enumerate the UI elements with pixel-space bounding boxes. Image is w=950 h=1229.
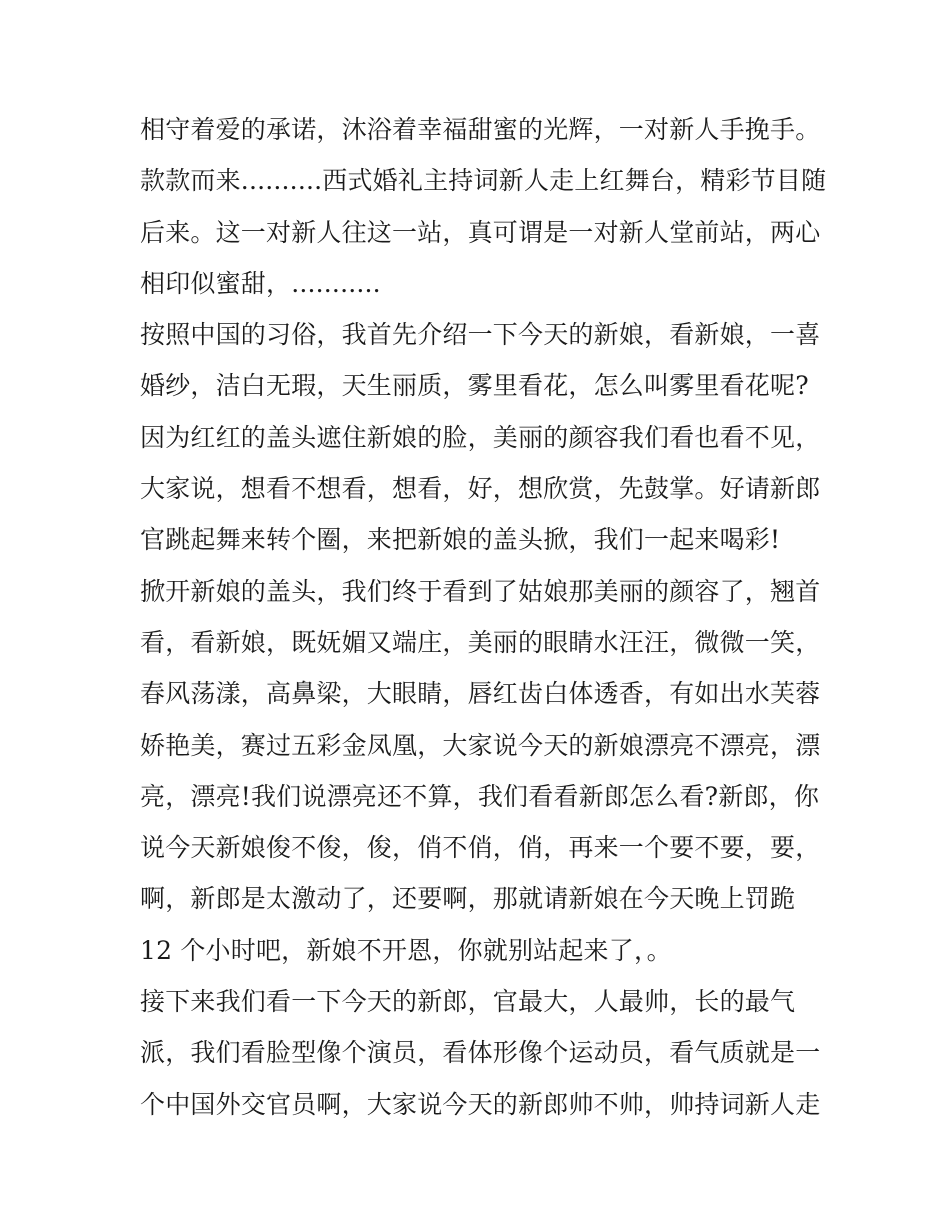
text-line: 12 个小时吧，新娘不开恩，你就别站起来了，。 [140,935,672,965]
text-line: 看，看新娘，既妩媚又端庄，美丽的眼睛水汪汪，微微一笑， [140,627,821,657]
text-line: 因为红红的盖头遮住新娘的脸，美丽的颜容我们看也看不见， [140,422,821,452]
text-line: 款款而来..........西式婚礼主持词新人走上红舞台，精彩节目随 [140,166,827,196]
text-line: 春风荡漾，高鼻梁，大眼睛，唇红齿白体透香，有如出水芙蓉 [140,679,821,709]
text-line: 官跳起舞来转个圈，来把新娘的盖头掀，我们一起来喝彩! [140,525,781,555]
text-line: 婚纱，洁白无瑕，天生丽质，雾里看花，怎么叫雾里看花呢? [140,371,809,401]
text-line: 后来。这一对新人往这一站，真可谓是一对新人堂前站，两心 [140,217,821,247]
document-body-text [140,104,827,1130]
text-line: 啊，新郎是太激动了，还要啊，那就请新娘在今天晚上罚跪 [140,884,796,914]
text-line: 掀开新娘的盖头，我们终于看到了姑娘那美丽的颜容了，翘首 [140,576,821,606]
text-line: 相守着爱的承诺，沐浴着幸福甜蜜的光辉，一对新人手挽手。 [140,115,821,144]
text-line: 个中国外交官员啊，大家说今天的新郎帅不帅，帅持词新人走 [140,1089,821,1119]
text-line: 亮，漂亮!我们说漂亮还不算，我们看看新郎怎么看?新郎，你 [140,781,820,811]
text-line: 相印似蜜甜，........... [140,268,381,298]
text-line: 娇艳美，赛过五彩金凤凰，大家说今天的新娘漂亮不漂亮，漂 [140,730,821,760]
text-line: 大家说，想看不想看，想看，好，想欣赏，先鼓掌。好请新郎 [140,474,821,504]
text-line: 接下来我们看一下今天的新郎，官最大，人最帅，长的最气 [140,987,796,1017]
text-line: 按照中国的习俗，我首先介绍一下今天的新娘，看新娘，一喜 [140,320,821,350]
text-line: 派，我们看脸型像个演员，看体形像个运动员，看气质就是一 [140,1038,821,1068]
text-line: 说今天新娘俊不俊，俊，俏不俏，俏，再来一个要不要，要， [140,833,821,863]
